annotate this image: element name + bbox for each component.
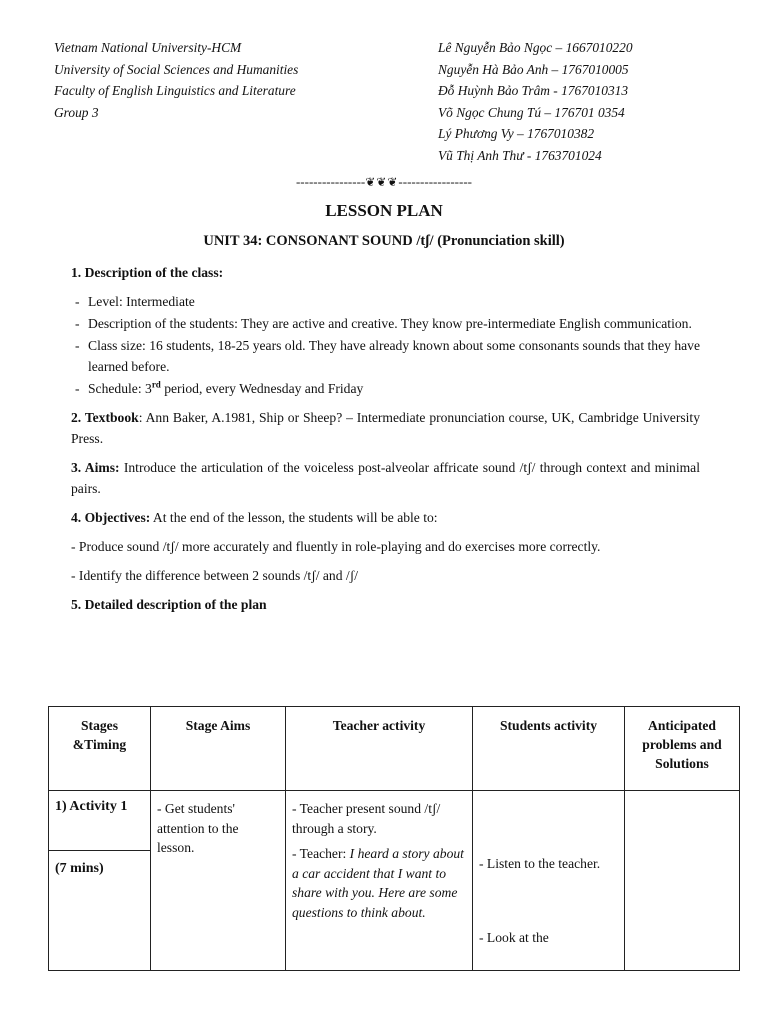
list-item: - Level: Intermediate <box>71 291 700 312</box>
stage-label: 1) Activity 1 <box>49 791 150 851</box>
ornamental-divider <box>0 174 768 190</box>
member-line: Võ Ngọc Chung Tú – 176701 0354 <box>438 104 625 120</box>
university-name: Vietnam National University-HCM <box>54 40 242 55</box>
column-header-students: Students activity <box>473 707 625 791</box>
column-header-stages: Stages &Timing <box>49 707 151 791</box>
section-3-label: 3. Aims: <box>71 460 120 475</box>
faculty-name: Faculty of English Linguistics and Literature <box>54 83 296 98</box>
divider-dashes-left: ---------------- <box>295 174 366 189</box>
section-4-objectives <box>71 507 700 528</box>
section-3-text: Introduce the articulation of the voiceless post-alveolar affricate sound /tʃ/ through context and minimal pairs. <box>71 460 700 496</box>
teacher-cell <box>286 791 473 971</box>
list-item-schedule <box>71 378 700 399</box>
teacher-activity-1: - Teacher present sound /tʃ/ through a story. <box>292 801 441 836</box>
members-block <box>438 37 738 166</box>
aims-text: - Get students' attention to the lesson. <box>157 801 239 855</box>
teacher-prefix: - Teacher: <box>292 846 350 861</box>
problems-cell <box>625 791 740 971</box>
problems-text <box>625 791 739 807</box>
group-name: Group 3 <box>54 104 99 120</box>
institution-block <box>54 37 394 123</box>
section-3-aims <box>71 457 700 499</box>
section-1-heading: 1. Description of the class: <box>71 265 224 280</box>
document-subtitle: UNIT 34: CONSONANT SOUND /tʃ/ (Pronunciation skill) <box>203 233 565 249</box>
section-4-label: 4. Objectives: <box>71 510 151 525</box>
leaf-ornament-icon: ❦❦❦ <box>365 175 399 189</box>
document-title: LESSON PLAN <box>325 201 443 220</box>
teacher-quote: I heard a story about a car accident that I want to share with you. Here are some questions to think about. <box>292 846 464 920</box>
document-body <box>71 262 700 623</box>
member-line: Nguyễn Hà Bảo Anh – 1767010005 <box>438 61 629 77</box>
section-2-label: 2. Textbook <box>71 410 139 425</box>
schedule-suffix: period, every Wednesday and Friday <box>160 381 364 396</box>
stage-timing: (7 mins) <box>55 861 104 876</box>
ordinal-suffix: rd <box>151 379 161 390</box>
lesson-plan-table <box>48 706 740 971</box>
section-5-heading: 5. Detailed description of the plan <box>71 597 267 612</box>
member-line: Lý Phương Vy – 1767010382 <box>438 126 595 141</box>
schedule-prefix: Schedule: 3 <box>88 381 152 396</box>
school-name: University of Social Sciences and Humanities <box>54 61 299 77</box>
list-item: - Description of the students: They are active and creative. They know pre-intermediate English communication. <box>71 313 700 334</box>
list-item: - Class size: 16 students, 18-25 years old. They have already known about some consonants sounds that they have learned before. <box>71 335 700 377</box>
stage-cell <box>49 791 151 971</box>
divider-dashes-right: ----------------- <box>398 174 473 189</box>
objective-item: - Produce sound /tʃ/ more accurately and fluently in role-playing and do exercises more correctly. <box>71 539 601 554</box>
section-4-text: At the end of the lesson, the students will be able to: <box>150 510 438 525</box>
member-line: Đỗ Huỳnh Bảo Trâm - 1767010313 <box>438 83 629 98</box>
column-header-problems: Anticipated problems and Solutions <box>625 707 740 791</box>
column-header-teacher: Teacher activity <box>286 707 473 791</box>
teacher-activity-2 <box>292 844 466 922</box>
table-row <box>49 791 740 971</box>
aims-cell <box>151 791 286 971</box>
students-activity-1: - Listen to the teacher. <box>479 856 601 871</box>
member-line: Lê Nguyễn Bảo Ngọc – 1667010220 <box>438 40 633 55</box>
section-2-textbook <box>71 407 700 449</box>
column-header-aims: Stage Aims <box>151 707 286 791</box>
students-activity-2: - Look at the <box>479 929 549 945</box>
member-line: Vũ Thị Anh Thư - 1763701024 <box>438 147 602 163</box>
table-header-row <box>49 707 740 791</box>
section-2-text: : Ann Baker, A.1981, Ship or Sheep? – Intermediate pronunciation course, UK, Cambridge University Press. <box>71 410 700 446</box>
students-cell <box>473 791 625 971</box>
objective-item: - Identify the difference between 2 sounds /tʃ/ and /ʃ/ <box>71 568 359 583</box>
class-description-list <box>71 291 700 399</box>
